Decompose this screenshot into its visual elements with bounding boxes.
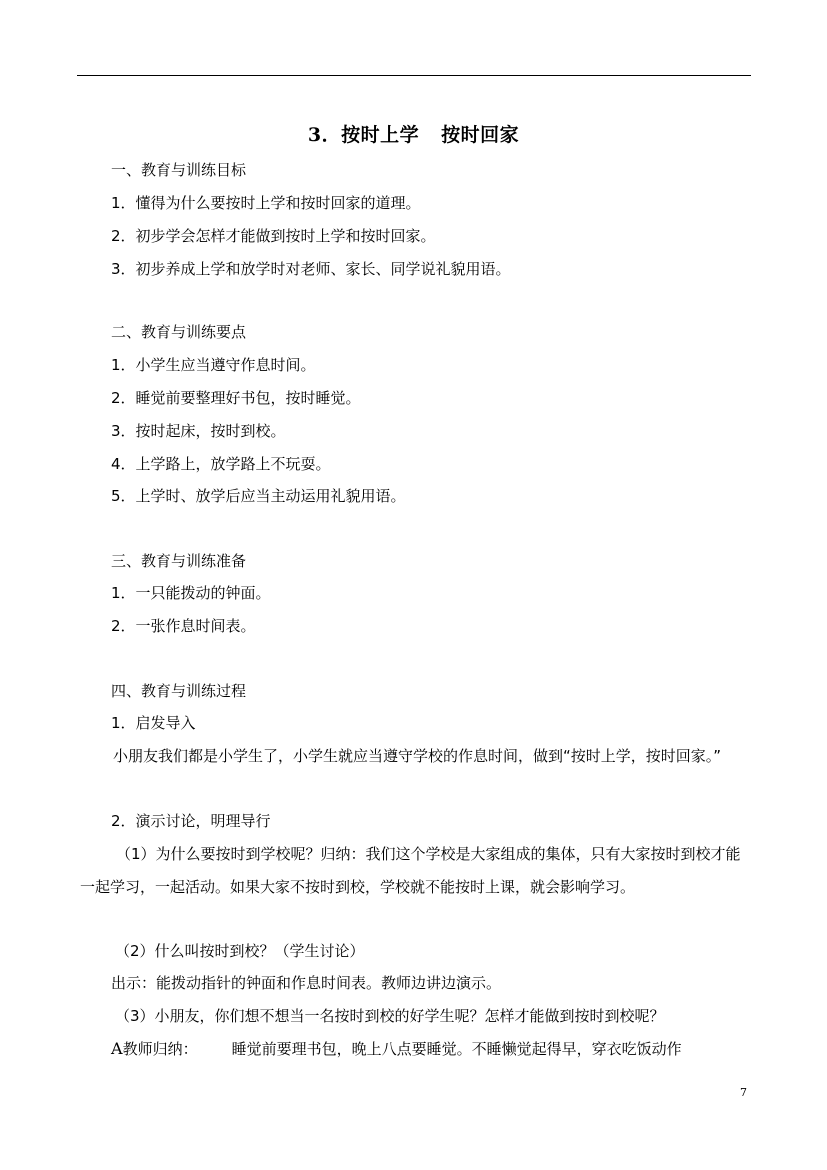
section-3-heading: 三、教育与训练准备 bbox=[111, 552, 247, 570]
bullet-mark: A bbox=[111, 1039, 123, 1058]
list-item: 1．小学生应当遵守作息时间。 bbox=[111, 356, 316, 374]
summary-label: 教师归纳： bbox=[122, 1040, 198, 1058]
list-item: 2．一张作息时间表。 bbox=[111, 617, 256, 635]
question-3: （3）小朋友，你们想不想当一名按时到校的好学生呢？怎样才能做到按时到校呢？ bbox=[115, 1007, 665, 1025]
section-2-heading: 二、教育与训练要点 bbox=[111, 323, 247, 341]
question-1: （1）为什么要按时到学校呢？归纳：我们这个学校是大家组成的集体，只有大家按时到校才能一起学习，一起活动。如果大家不按时到校，学校就不能按时上课，就会影响学习。 bbox=[80, 845, 741, 896]
list-item: 2．初步学会怎样才能做到按时上学和按时回家。 bbox=[111, 227, 436, 245]
summary-text: 睡觉前要理书包，晚上八点要睡觉。不睡懒觉起得早，穿衣吃饭动作 bbox=[231, 1040, 682, 1058]
step-1-body: 小朋友我们都是小学生了，小学生就应当遵守学校的作息时间，做到“按时上学，按时回家。” bbox=[113, 747, 722, 765]
page-number: 7 bbox=[740, 1086, 747, 1099]
list-item: 3．按时起床，按时到校。 bbox=[111, 422, 286, 440]
list-item: 1．懂得为什么要按时上学和按时回家的道理。 bbox=[111, 194, 421, 212]
list-item: 1．一只能拨动的钟面。 bbox=[111, 584, 271, 602]
section-4-heading: 四、教育与训练过程 bbox=[111, 682, 247, 700]
step-2-heading: 2．演示讨论，明理导行 bbox=[111, 812, 271, 830]
step-1-heading: 1．启发导入 bbox=[111, 714, 196, 732]
demo-note: 出示：能拨动指针的钟面和作息时间表。教师边讲边演示。 bbox=[111, 974, 502, 992]
teacher-summary bbox=[111, 1039, 682, 1059]
list-item: 2．睡觉前要整理好书包，按时睡觉。 bbox=[111, 389, 361, 407]
list-item: 5．上学时、放学后应当主动运用礼貌用语。 bbox=[111, 487, 406, 505]
question-2: （2）什么叫按时到校？（学生讨论） bbox=[115, 942, 365, 960]
header-rule bbox=[77, 75, 751, 76]
list-item: 3．初步养成上学和放学时对老师、家长、同学说礼貌用语。 bbox=[111, 260, 511, 278]
list-item: 4．上学路上，放学路上不玩耍。 bbox=[111, 455, 331, 473]
section-1-heading: 一、教育与训练目标 bbox=[111, 161, 247, 179]
lesson-title: 3．按时上学 按时回家 bbox=[307, 124, 520, 146]
